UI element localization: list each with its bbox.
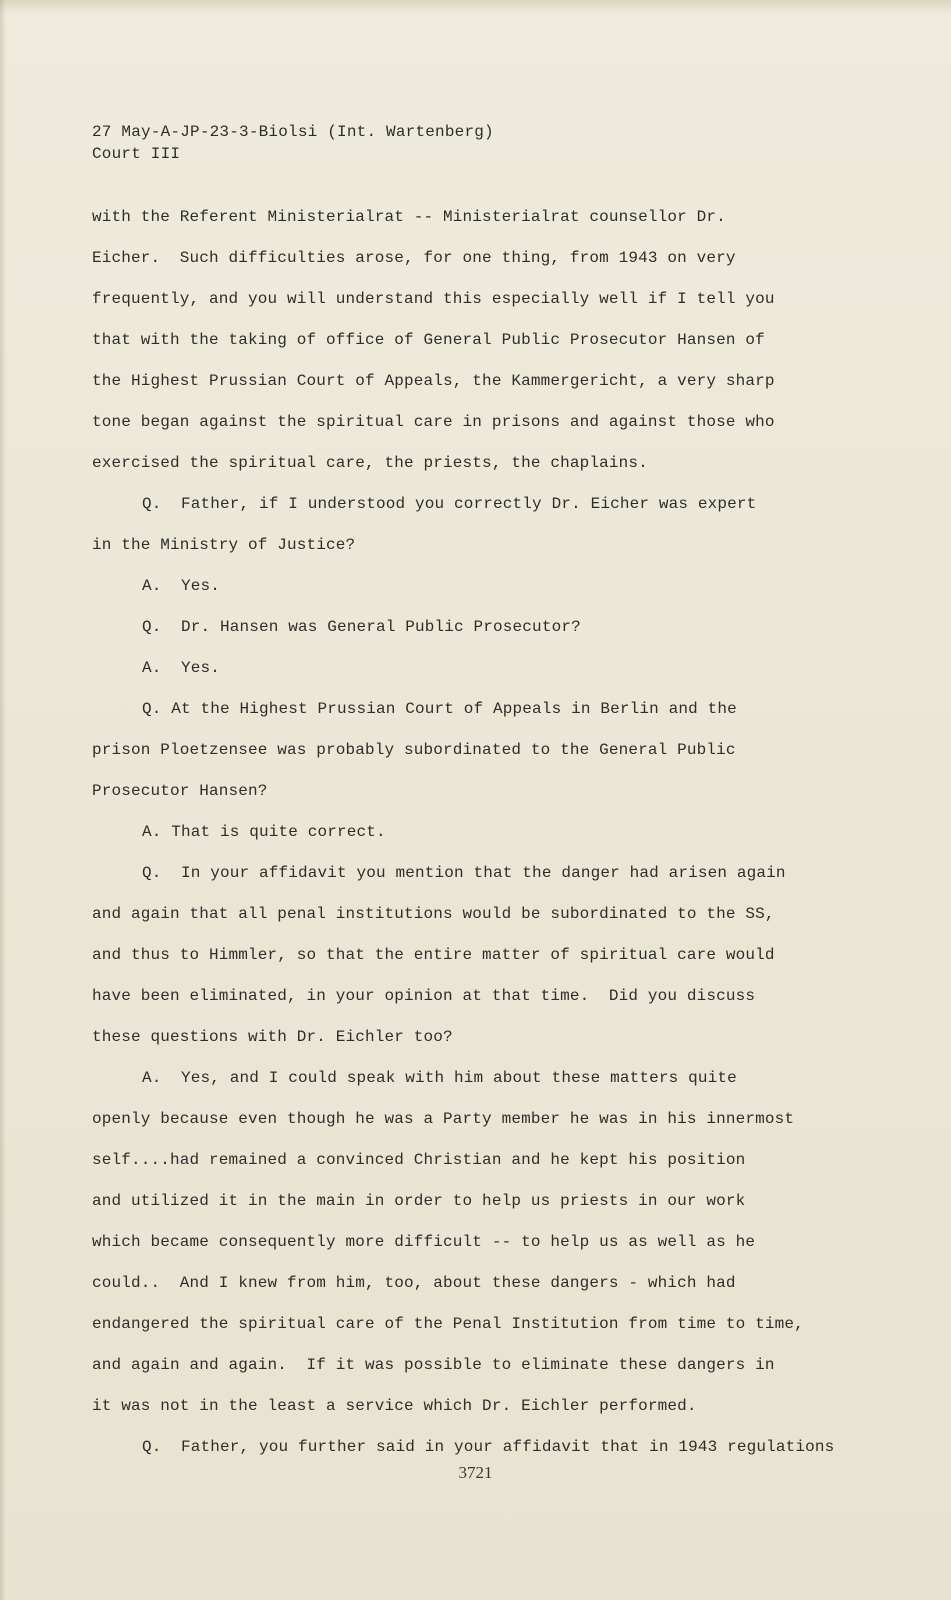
transcript-line: endangered the spiritual care of the Penal Institution from time to time, [92,1315,804,1333]
transcript-line: Prosecutor Hansen? [92,782,268,800]
transcript-line: have been eliminated, in your opinion at that time. Did you discuss [92,987,756,1005]
transcript-line: which became consequently more difficult -- to help us as well as he [92,1233,756,1251]
transcript-line: A. Yes. [142,659,221,677]
transcript-line: and again and again. If it was possible to eliminate these dangers in [92,1356,775,1374]
transcript-line: self....had remained a convinced Christian and he kept his position [92,1151,746,1169]
transcript-line: could.. And I knew from him, too, about these dangers - which had [92,1274,736,1292]
transcript-line: A. That is quite correct. [142,823,386,841]
transcript-line: and again that all penal institutions would be subordinated to the SS, [92,905,775,923]
transcript-line: these questions with Dr. Eichler too? [92,1028,453,1046]
transcript-line: with the Referent Ministerialrat -- Ministerialrat counsellor Dr. [92,208,726,226]
transcript-line: the Highest Prussian Court of Appeals, the Kammergericht, a very sharp [92,372,775,390]
transcript-line: exercised the spiritual care, the priests, the chaplains. [92,454,648,472]
transcript-line: Eicher. Such difficulties arose, for one thing, from 1943 on very [92,249,736,267]
transcript-line: openly because even though he was a Party member he was in his innermost [92,1110,795,1128]
page-edge-shadow-left [0,0,6,1600]
transcript-line: prison Ploetzensee was probably subordinated to the General Public [92,741,736,759]
document-header [92,121,692,165]
page-number: 3721 [458,1463,493,1482]
transcript-line: in the Ministry of Justice? [92,536,356,554]
transcript-line: tone began against the spiritual care in prisons and against those who [92,413,775,431]
transcript-line: Q. In your affidavit you mention that the danger had arisen again [142,864,786,882]
transcript-line: A. Yes. [142,577,221,595]
header-court-line: Court III [92,145,181,163]
transcript-line: Q. At the Highest Prussian Court of Appeals in Berlin and the [142,700,737,718]
transcript-line: Q. Dr. Hansen was General Public Prosecutor? [142,618,581,636]
header-reference-line: 27 May-A-JP-23-3-Biolsi (Int. Wartenberg) [92,123,494,141]
transcript-line: it was not in the least a service which Dr. Eichler performed. [92,1397,697,1415]
transcript-line: Q. Father, you further said in your affidavit that in 1943 regulations [142,1438,835,1456]
transcript-line: A. Yes, and I could speak with him about these matters quite [142,1069,737,1087]
transcript-body [92,197,882,1468]
transcript-line: Q. Father, if I understood you correctly Dr. Eicher was expert [142,495,757,513]
page-edge-shadow-top [0,0,951,14]
transcript-line: and thus to Himmler, so that the entire matter of spiritual care would [92,946,775,964]
transcript-line: and utilized it in the main in order to help us priests in our work [92,1192,746,1210]
transcript-line: that with the taking of office of General Public Prosecutor Hansen of [92,331,765,349]
transcript-line: frequently, and you will understand this especially well if I tell you [92,290,775,308]
